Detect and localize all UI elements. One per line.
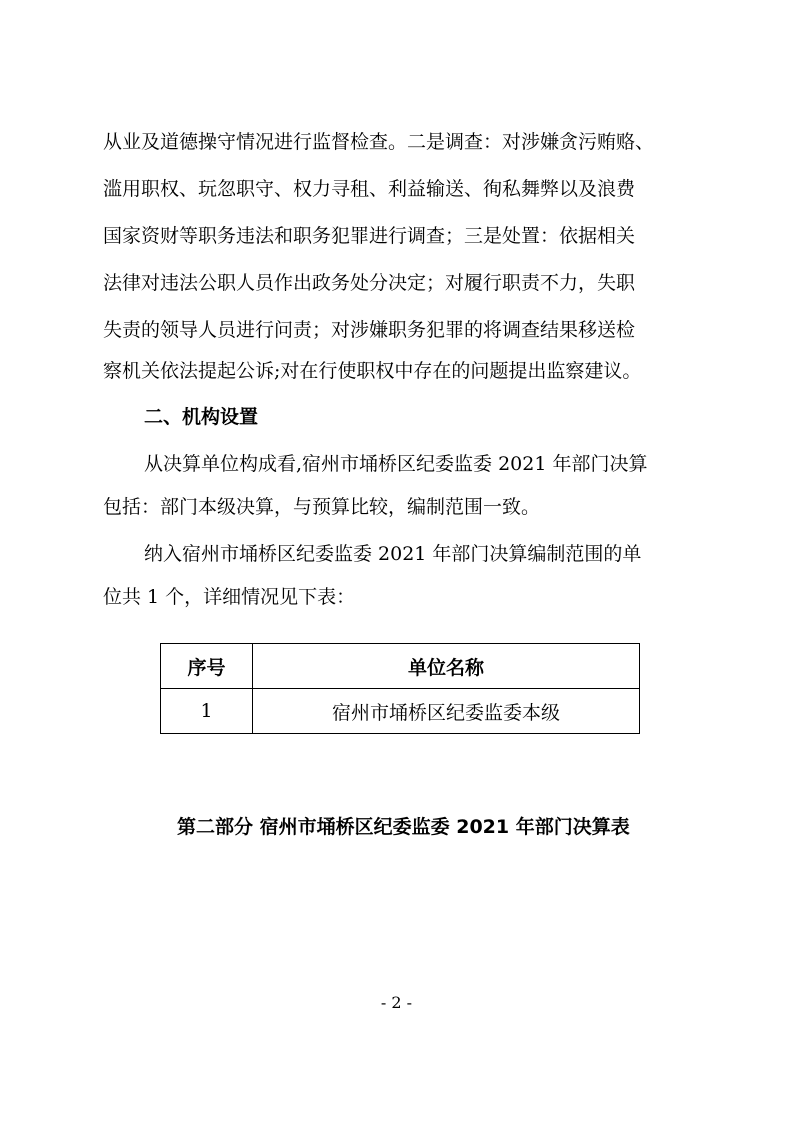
paragraph3-line-1: 纳入宿州市埇桥区纪委监委 2021 年部门决算编制范围的单 — [144, 543, 642, 565]
table-cell-index: 1 — [161, 689, 253, 734]
paragraph3-line-2: 位共 1 个，详细情况见下表： — [103, 586, 356, 608]
paragraph1-line-1: 从业及道德操守情况进行监督检查。二是调查：对涉嫌贪污贿赂、 — [103, 131, 655, 153]
table-header-row — [161, 644, 640, 689]
page-number: - 2 - — [380, 993, 413, 1012]
paragraph1-line-2: 滥用职权、玩忽职守、权力寻租、利益输送、徇私舞弊以及浪费 — [103, 178, 636, 200]
paragraph2-line-1: 从决算单位构成看,宿州市埇桥区纪委监委 2021 年部门决算 — [144, 453, 648, 475]
paragraph1-line-4: 法律对违法公职人员作出政务处分决定；对履行职责不力，失职 — [103, 272, 636, 294]
section-heading: 二、机构设置 — [144, 406, 259, 428]
paragraph2-line-2: 包括：部门本级决算，与预算比较，编制范围一致。 — [103, 496, 541, 518]
table-cell-unit-name: 宿州市埇桥区纪委监委本级 — [253, 689, 640, 734]
units-table — [160, 643, 640, 734]
paragraph1-line-3: 国家资财等职务违法和职务犯罪进行调查；三是处置：依据相关 — [103, 225, 636, 247]
paragraph1-line-5: 失责的领导人员进行问责；对涉嫌职务犯罪的将调查结果移送检 — [103, 319, 636, 341]
table-row — [161, 689, 640, 734]
table-header-index: 序号 — [161, 644, 253, 689]
part-title: 第二部分 宿州市埇桥区纪委监委 2021 年部门决算表 — [177, 816, 630, 838]
table-header-unit-name: 单位名称 — [253, 644, 640, 689]
paragraph1-line-6: 察机关依法提起公诉;对在行使职权中存在的问题提出监察建议。 — [103, 360, 642, 382]
